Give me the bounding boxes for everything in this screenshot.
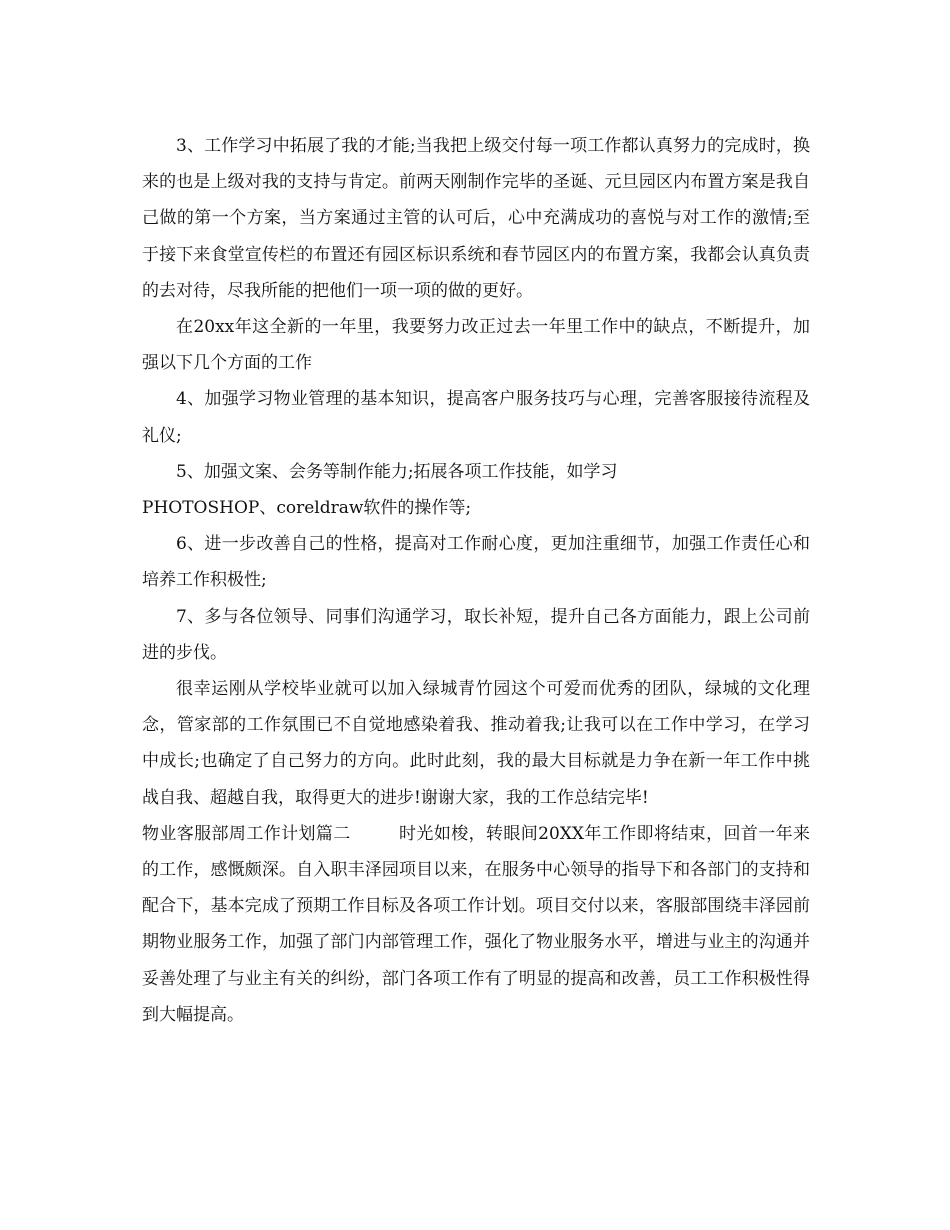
paragraph-item-5 (142, 454, 810, 526)
document-body (142, 128, 810, 1033)
paragraph-item-4: 4、加强学习物业管理的基本知识，提高客户服务技巧与心理，完善客服接待流程及礼仪; (142, 389, 810, 446)
paragraph-conclusion: 很幸运刚从学校毕业就可以加入绿城青竹园这个可爱而优秀的团队，绿城的文化理念，管家部的工作氛围已不自觉地感染着我、推动着我;让我可以在工作中学习，在学习中成长;也确定了自己努力的方向。此时此刻，我的最大目标就是力争在新一年工作中挑战自我、超越自我，取得更大的进步!谢谢大家，我的工作总结完毕! (142, 679, 810, 808)
paragraph-item-7: 7、多与各位领导、同事们沟通学习，取长补短，提升自己各方面能力，跟上公司前进的步伐。 (142, 606, 810, 663)
paragraph-item-5-line2: PHOTOSHOP、coreldraw软件的操作等; (142, 498, 472, 519)
paragraph-plan-intro: 在20xx年这全新的一年里，我要努力改正过去一年里工作中的缺点，不断提升，加强以下几个方面的工作 (142, 317, 810, 374)
paragraph-item-6: 6、进一步改善自己的性格，提高对工作耐心度，更加注重细节，加强工作责任心和培养工作积极性; (142, 534, 810, 591)
section-heading: 物业客服部周工作计划篇二 (142, 823, 351, 844)
paragraph-section-two (142, 816, 810, 1033)
paragraph-item-3: 3、工作学习中拓展了我的才能;当我把上级交付每一项工作都认真努力的完成时，换来的也是上级对我的支持与肯定。前两天刚制作完毕的圣诞、元旦园区内布置方案是我自己做的第一个方案，当方案通过主管的认可后，心中充满成功的喜悦与对工作的激情;至于接下来食堂宣传栏的布置还有园区标识系统和春节园区内的布置方案，我都会认真负责的去对待，尽我所能的把他们一项一项的做的更好。 (142, 136, 810, 301)
section-two-body: 时光如梭，转眼间20XX年工作即将结束，回首一年来的工作，感慨颇深。自入职丰泽园项目以来，在服务中心领导的指导下和各部门的支持和配合下，基本完成了预期工作目标及各项工作计划。项目交付以来，客服部围绕丰泽园前期物业服务工作，加强了部门内部管理工作，强化了物业服务水平，增进与业主的沟通并妥善处理了与业主有关的纠纷，部门各项工作有了明显的提高和改善，员工工作积极性得到大幅提高。 (142, 823, 811, 1025)
paragraph-item-5-line1: 5、加强文案、会务等制作能力;拓展各项工作技能，如学习 (176, 461, 618, 482)
